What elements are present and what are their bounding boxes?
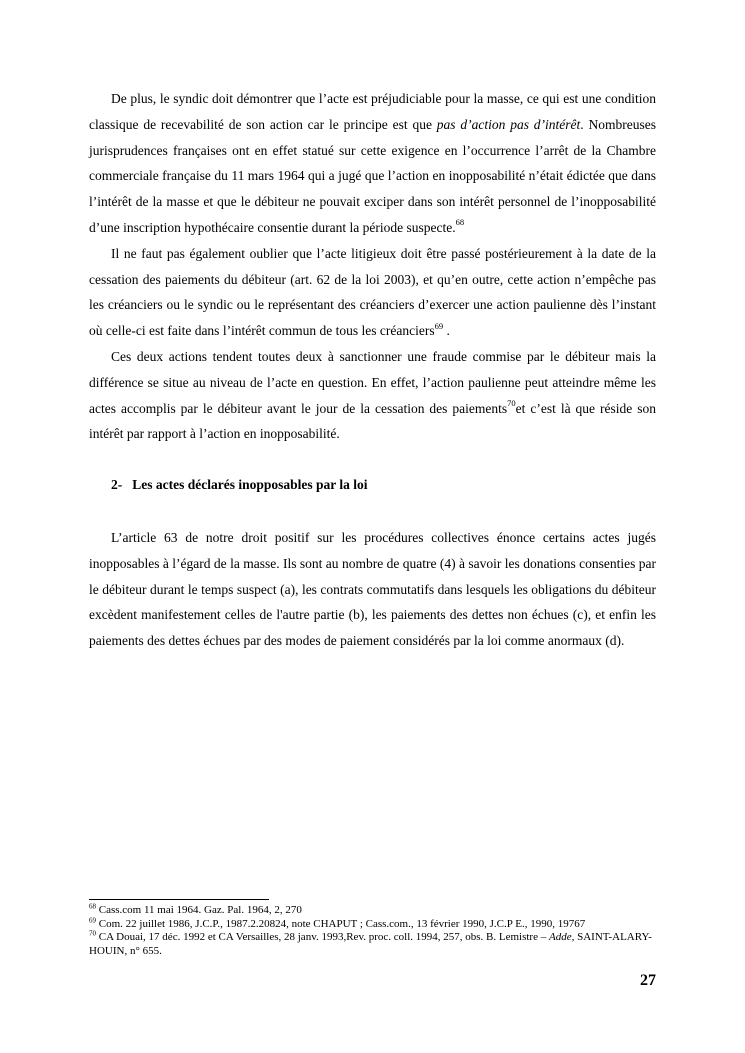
footnote-separator — [89, 899, 269, 900]
footnote-text: Cass.com 11 mai 1964. Gaz. Pal. 1964, 2, 270 — [96, 904, 302, 916]
footnote-text: Com. 22 juillet 1986, J.C.P., 1987.2.20824, note CHAPUT ; Cass.com., 13 février 1990, J.C.P E., 1990, 19767 — [96, 917, 586, 930]
paragraph-1 — [89, 86, 656, 241]
footnote-ref-70[interactable]: 70 — [507, 398, 516, 409]
footnote-number: 69 — [89, 915, 96, 924]
paragraph-3 — [89, 344, 656, 447]
footnote-text: CA Douai, 17 déc. 1992 et CA Versailles, 28 janv. 1993,Rev. proc. coll. 1994, 257, obs. B. Lemistre – — [96, 931, 549, 944]
paragraph-2-text: Il ne faut pas également oublier que l’acte litigieux doit être passé postérieurement à la date de la cessation des paiements du débiteur (art. 62 de la loi 2003), et qu’en outre, cette action n’empêche pas les créanciers ou le syndic ou le représentant des créanciers d’exercer une action paulienne dès l’instant où celle-ci est faite dans l’intérêt commun de tous les créanciers — [89, 245, 656, 339]
footnote-text-cont: , SAINT-ALARY-HOUIN, n° 655. — [89, 931, 652, 957]
paragraph-4: L’article 63 de notre droit positif sur les procédures collectives énonce certains actes jugés inopposables à l’égard de la masse. Ils sont au nombre de quatre (4) à savoir les donations consenties par le débiteur durant le temps suspect (a), les contrats commutatifs dans lesquels les obligations du débiteur excèdent manifestement celles de l'autre partie (b), les paiements des dettes non échues (c), et enfin les paiements des dettes échues par des modes de paiement considérés par la loi comme anormaux (d). — [89, 529, 656, 649]
page-number: 27 — [640, 972, 656, 989]
footnote-70 — [89, 931, 659, 958]
paragraph-1-text: De plus, le syndic doit démontrer que l’acte est préjudiciable pour la masse, ce qui est une condition classique de recevabilité de son action car le principe est que — [89, 91, 656, 132]
paragraph-3-text: Ces deux actions tendent toutes deux à sanctionner une fraude commise par le débiteur mais la différence se situe au niveau de l’acte en question. En effet, l’action paulienne peut atteindre même les actes accomplis par le débiteur avant le jour de la cessation des paiements — [89, 348, 656, 416]
paragraph-2 — [89, 241, 656, 344]
footnotes — [89, 904, 659, 958]
paragraph-1-italic: pas d’action pas d’intérêt — [436, 116, 581, 132]
paragraph-1-text-cont: . Nombreuses jurisprudences françaises ont en effet statué sur cette exigence en l’occurrence l’arrêt de la Chambre commerciale française du 11 mars 1964 qui a jugé que l’action en inopposabilité n’était édictée que dans l’intérêt de la masse et que le débiteur ne pouvait exciper dans son intérêt personnel de l’inopposabilité d’une inscription hypothécaire consentie durant la période suspecte. — [89, 116, 656, 235]
paragraph-2-text-cont: . — [443, 323, 450, 339]
section-number: 2- — [111, 477, 123, 493]
paragraph-3-text-cont: et c’est là que réside son intérêt par rapport à l’action en inopposabilité. — [89, 400, 657, 442]
footnote-68 — [89, 904, 659, 918]
footnote-ref-69[interactable]: 69 — [434, 320, 444, 331]
footnote-69 — [89, 915, 659, 932]
footnote-italic: Adde — [548, 931, 572, 944]
section-title: Les actes déclarés inopposables par la loi — [132, 477, 368, 493]
footnote-number: 70 — [89, 929, 96, 938]
footnote-number: 68 — [89, 902, 96, 911]
footnote-ref-68[interactable]: 68 — [455, 217, 465, 228]
body-text — [89, 86, 656, 654]
section-heading — [111, 472, 656, 498]
